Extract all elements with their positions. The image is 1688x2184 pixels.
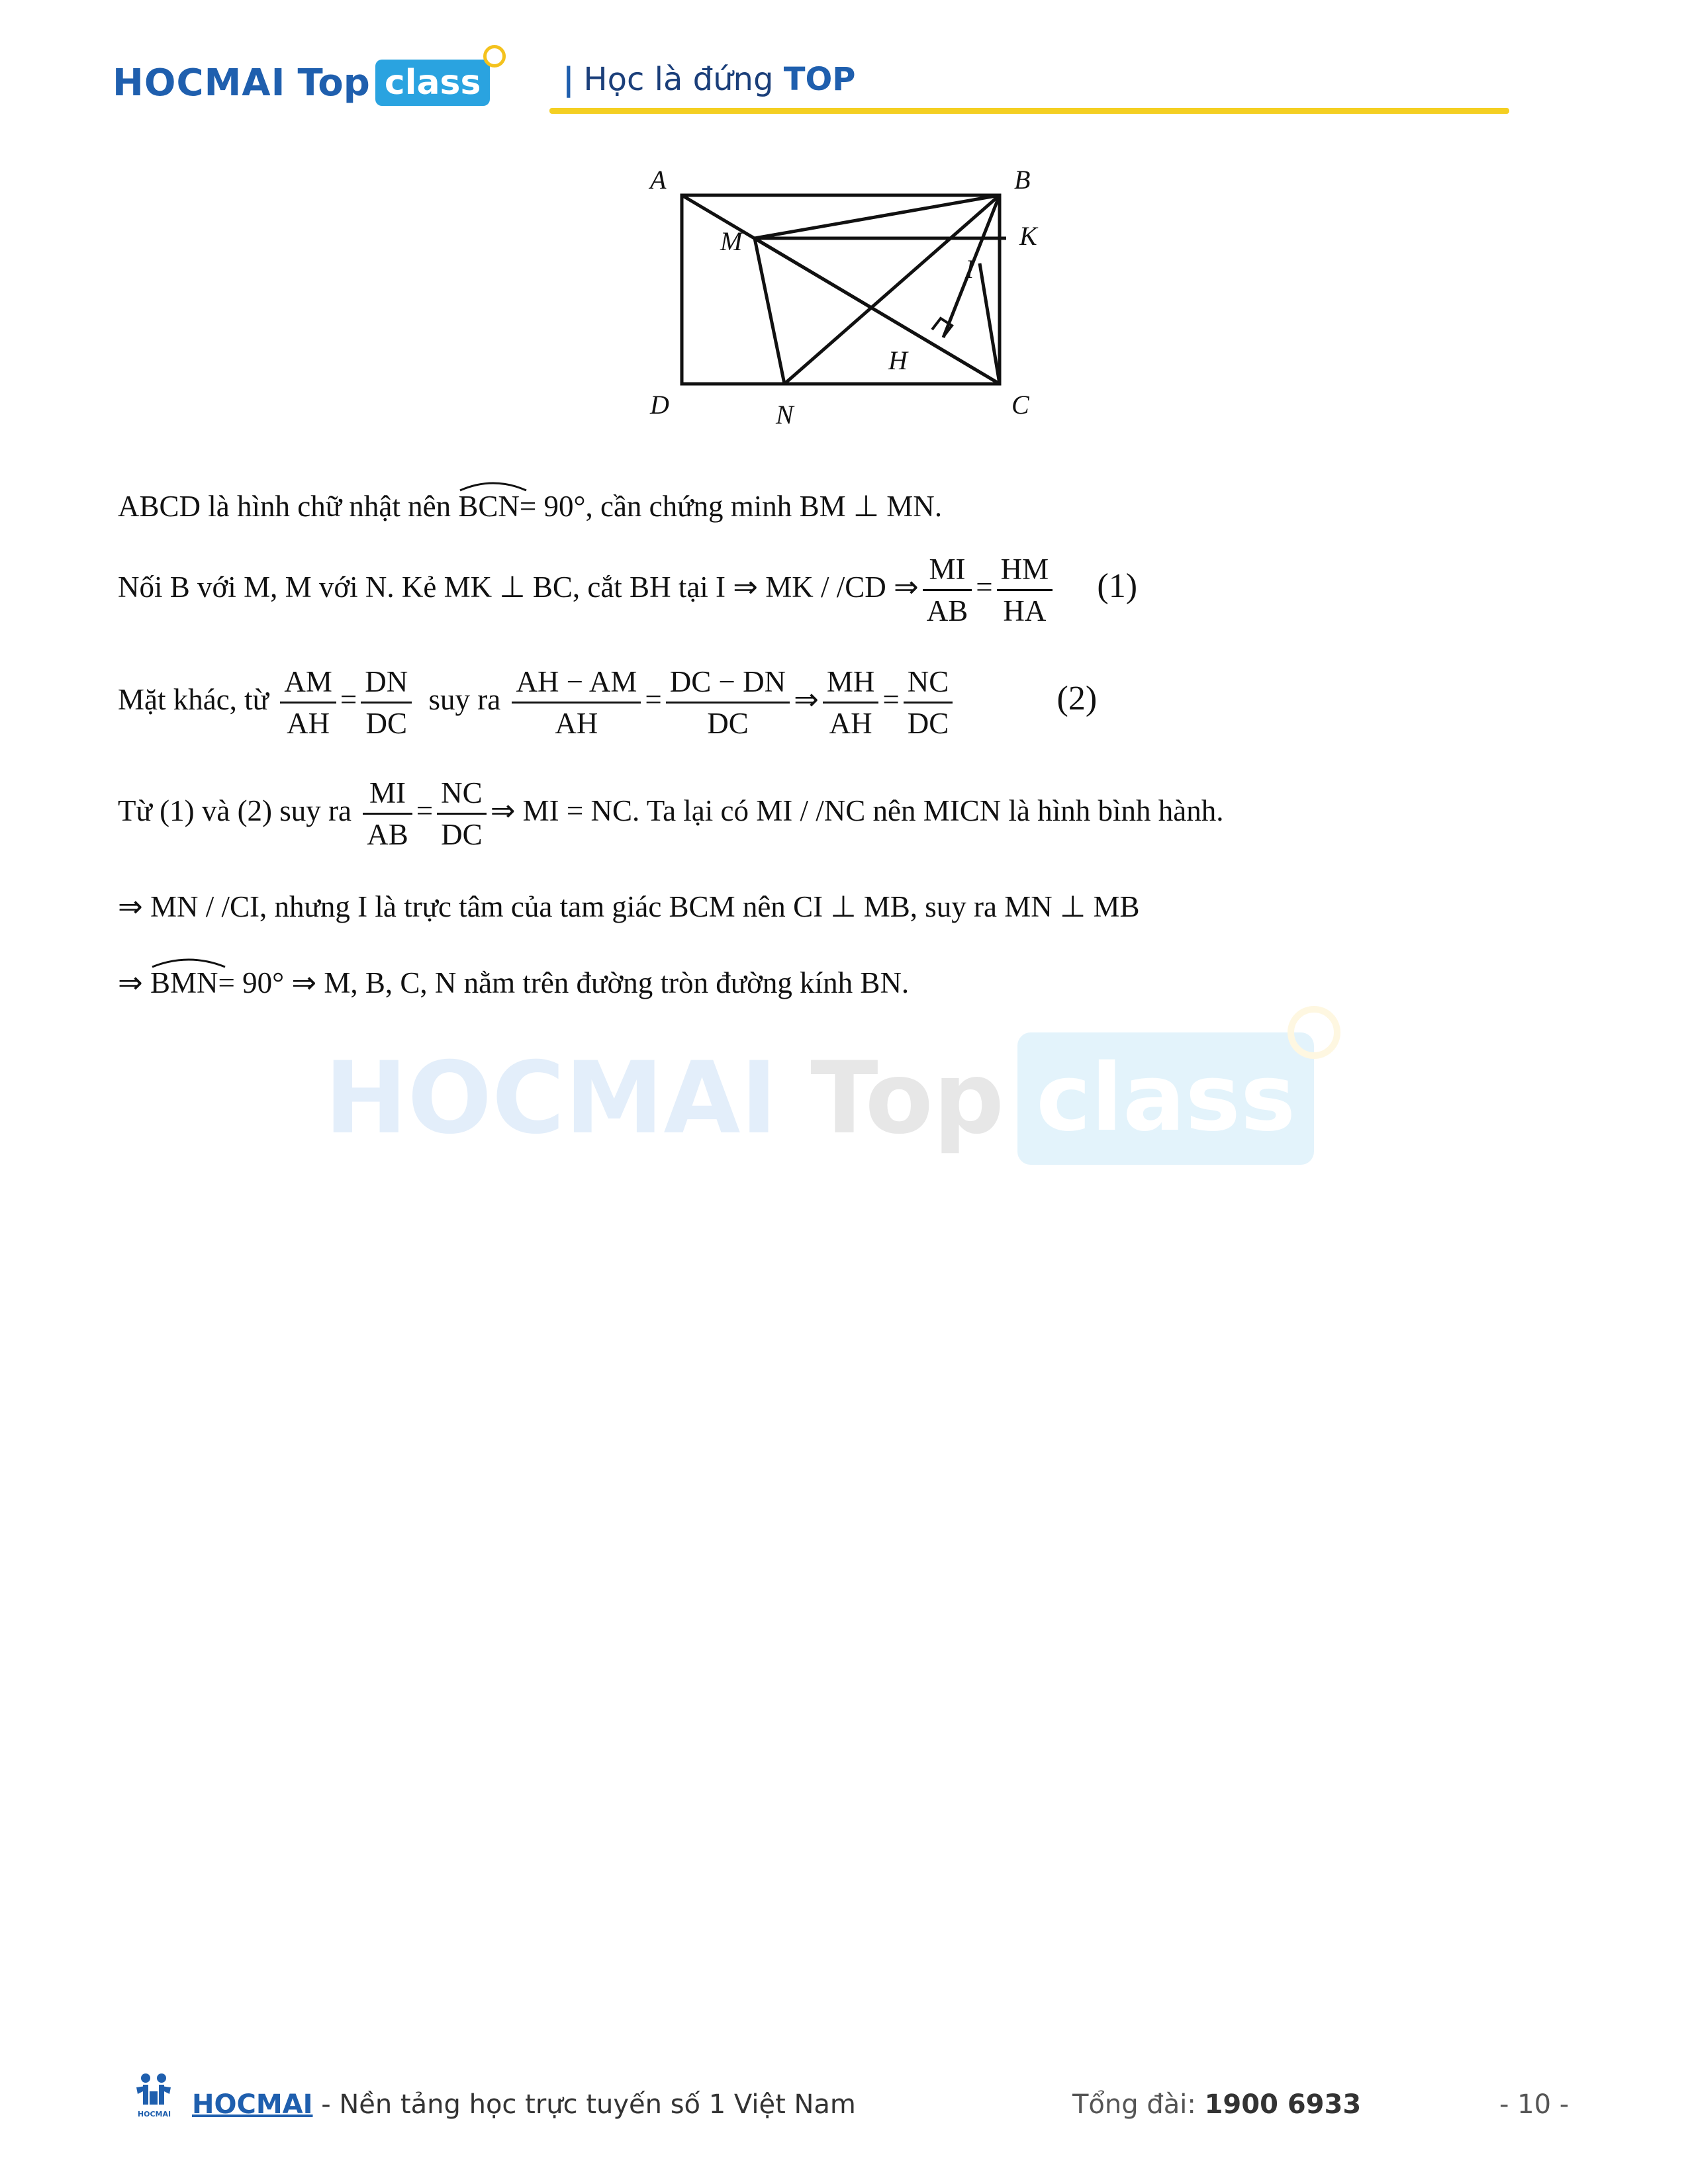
footer-hotline: Tổng đài: 1900 6933 (1072, 2089, 1362, 2120)
angle-BMN: BMN (150, 963, 218, 1003)
fraction-DN-DC: $\frac{DN}{DC}$ (361, 662, 412, 743)
header-tagline (563, 53, 855, 106)
solution-line-3: Mặt khác, từ $\frac{AM}{AH}$ = $\frac{DN}{DC}$ suy ra $\frac{AH - AM}{AH}$ = $\frac{DC - DN}{DC}$ ⇒ $\frac{MH}{AH}$ = $\frac{NC}{DC}$ (2) (118, 662, 1097, 743)
angle-BCN: BCN (458, 486, 520, 526)
logo-star-icon (483, 45, 506, 68)
fraction-AH-AM-over-AH: $\frac{AH - AM}{AH}$ (512, 662, 641, 743)
label-N: N (776, 400, 794, 430)
solution-line-5: ⇒ MN / /CI, nhưng I là trực tâm của tam giác BCM nên CI ⊥ MB, suy ra MN ⊥ MB (118, 890, 1140, 923)
hotline-number: 1900 6933 (1204, 2089, 1362, 2120)
segment-BM (755, 195, 1000, 238)
fraction-MI-AB-2: $\frac{MI}{AB}$ (363, 773, 412, 854)
segment-MN (755, 238, 784, 384)
tagline-text: Học là đứng (583, 61, 774, 98)
tagline-bar: | (563, 61, 575, 98)
page-number: - 10 - (1499, 2089, 1570, 2120)
solution-line-6: ⇒ BMN= 90° ⇒ M, B, C, N nằm trên đường tròn đường kính BN. (118, 963, 909, 1003)
label-B: B (1014, 165, 1031, 195)
fraction-DC-DN-over-DC: $\frac{DC - DN}{DC}$ (666, 662, 790, 743)
solution-line-1: ABCD là hình chữ nhật nên BCN= 90°, cần chứng minh BM ⊥ MN. (118, 486, 942, 526)
equation-tag-1: (1) (1097, 567, 1138, 605)
logo-class-text: class (384, 63, 481, 103)
label-A: A (650, 165, 667, 195)
watermark-star-icon (1288, 1006, 1340, 1059)
footer-slogan: - Nền tảng học trực tuyến số 1 Việt Nam (321, 2089, 856, 2120)
logo-hocmai-text: HOCMAI (113, 61, 286, 105)
tagline-top: TOP (783, 61, 856, 98)
equation-tag-2: (2) (1056, 679, 1098, 717)
fraction-AM-AH: $\frac{AM}{AH}$ (280, 662, 336, 743)
logo-class-badge (375, 60, 491, 106)
label-C: C (1011, 390, 1029, 420)
geometry-figure (635, 159, 1072, 437)
logo-top-text: Top (297, 61, 370, 105)
label-I: I (965, 254, 974, 284)
label-M: M (720, 226, 743, 256)
segment-CI (980, 263, 1000, 384)
hocmai-footer-icon (132, 2071, 176, 2122)
hocmai-topclass-logo (113, 53, 490, 113)
footer-brand-link[interactable]: HOCMAI (192, 2089, 313, 2120)
watermark-class-badge: class (1017, 1032, 1314, 1165)
segment-MC (755, 238, 1000, 384)
label-H: H (888, 345, 908, 375)
hocmai-watermark: HOCMAI Top class (324, 1032, 1314, 1165)
solution-line-4: Từ (1) và (2) suy ra $\frac{MI}{AB}$ = $\frac{NC}{DC}$ ⇒ MI = NC. Ta lại có MI / /NC nên MICN là hình bình hành. (118, 773, 1223, 854)
solution-line-2: Nối B với M, M với N. Kẻ MK ⊥ BC, cắt BH tại I ⇒ MK / /CD ⇒ $\frac{MI}{AB}$ = $\frac{HM}{HA}$ (1) (118, 549, 1137, 631)
fraction-HM-HA: $\frac{HM}{HA}$ (997, 549, 1053, 631)
svg-text:HOCMAI: HOCMAI (137, 2110, 171, 2118)
fraction-NC-DC-2: $\frac{NC}{DC}$ (437, 773, 487, 854)
fraction-NC-DC: $\frac{NC}{DC}$ (904, 662, 953, 743)
label-D: D (650, 390, 669, 420)
label-K: K (1019, 221, 1037, 251)
fraction-MH-AH: $\frac{MH}{AH}$ (823, 662, 879, 743)
fraction-MI-AB: $\frac{MI}{AB}$ (923, 549, 972, 631)
footer-left (192, 2085, 856, 2124)
header-divider (549, 108, 1509, 114)
